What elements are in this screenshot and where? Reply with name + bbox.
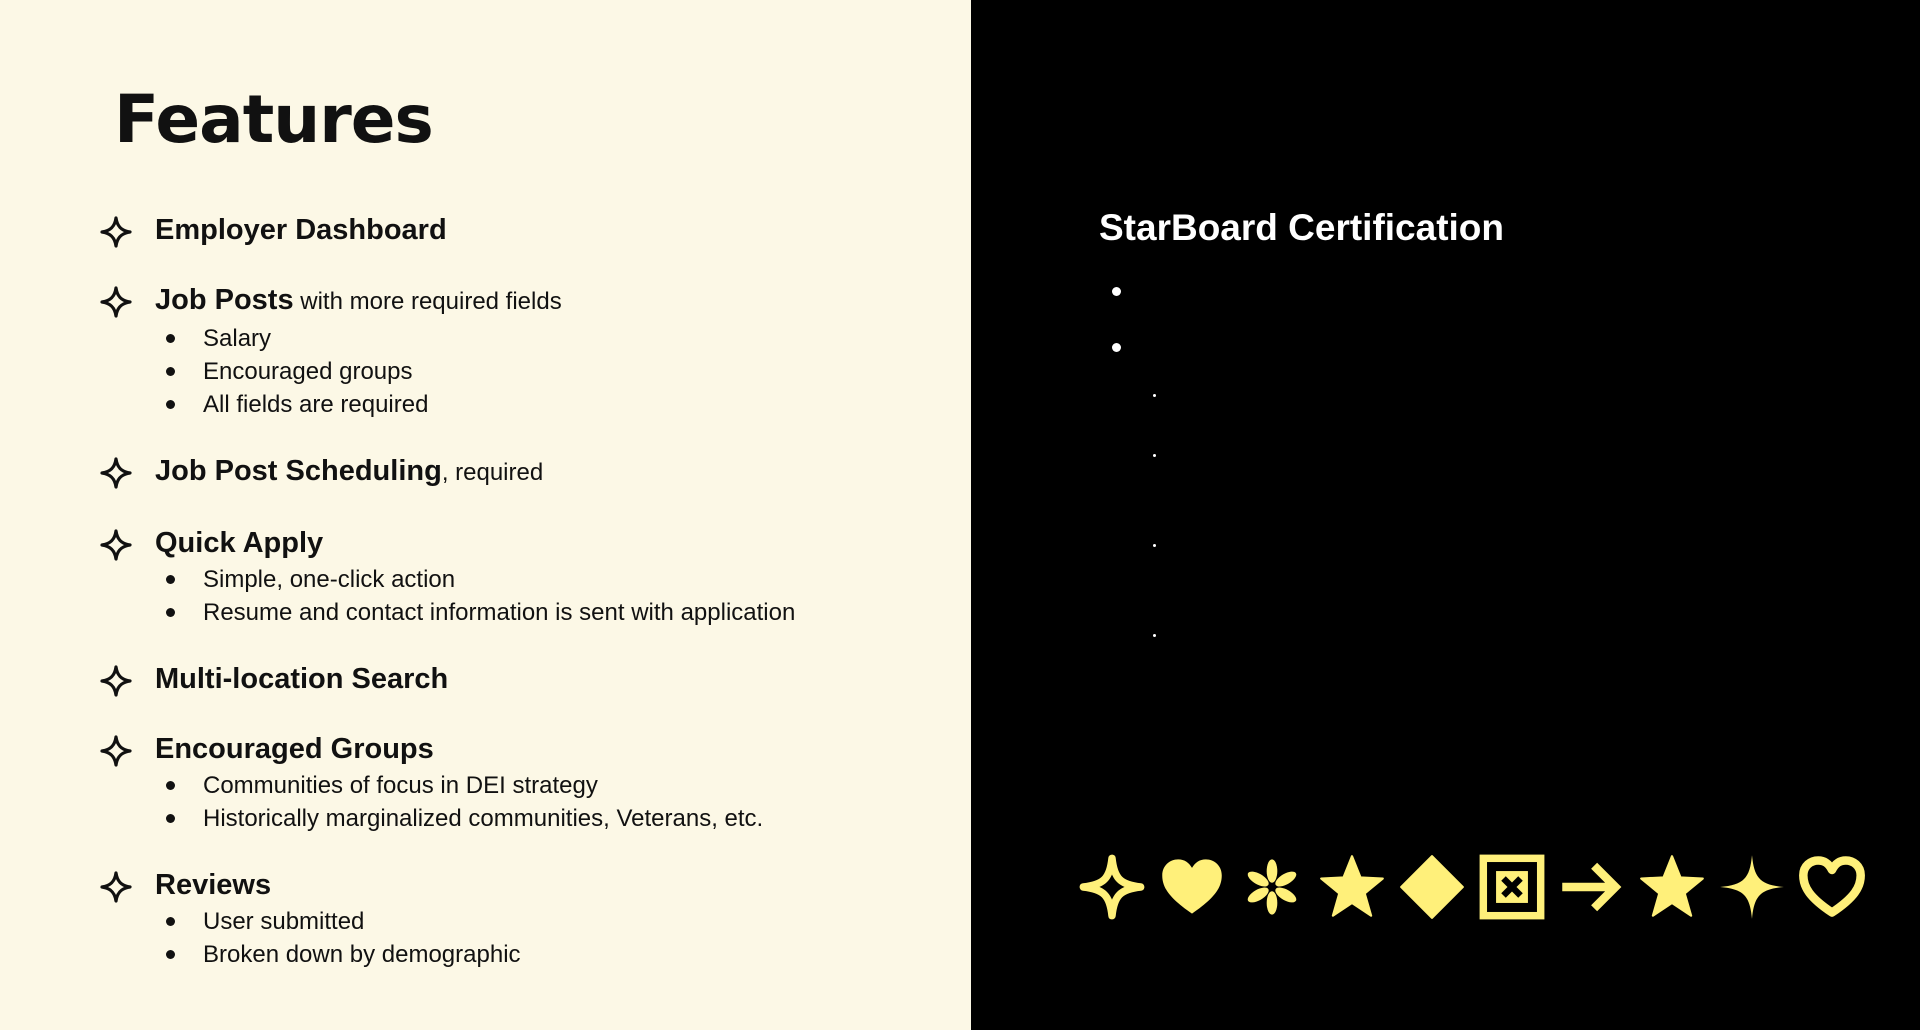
icon-row: [1078, 852, 1866, 922]
feature-item: [100, 523, 960, 629]
feature-subitems: [155, 563, 960, 629]
required-field-item: [1107, 620, 1743, 680]
bullet-icon: [1112, 343, 1121, 352]
star-icon: [1638, 853, 1706, 921]
feature-subitem: [155, 563, 960, 596]
feature-subitems: [155, 905, 960, 971]
required-field-item: [1107, 440, 1743, 500]
feature-heading: [155, 523, 960, 563]
page-title: Features: [114, 81, 433, 158]
feature-heading: [155, 729, 960, 769]
sparkle-icon: [100, 286, 132, 318]
bullet-icon: [166, 781, 175, 790]
small-bullet-icon: [1153, 394, 1156, 397]
small-bullet-icon: [1153, 454, 1156, 457]
bullet-icon: [1112, 287, 1121, 296]
feature-item: [100, 729, 960, 835]
feature-subitem-text: All fields are required: [203, 391, 429, 418]
certification-item-text: Required fields:: [1147, 333, 1314, 360]
sparkle-icon: [1718, 853, 1786, 921]
feature-item: [100, 280, 960, 421]
required-field-item: [1107, 380, 1743, 410]
feature-subitem: [155, 388, 960, 421]
feature-subitem-text: Historically marginalized communities, Veterans, etc.: [203, 805, 764, 832]
required-fields-list: [1147, 380, 1887, 680]
certification-title: StarBoard Certification: [1099, 207, 1505, 248]
asterisk-icon: [1238, 853, 1306, 921]
required-field-text: And information about their company’s psychological safety strategy: [1183, 621, 1743, 678]
sparkle-icon: [100, 529, 132, 561]
required-field-text: A written statement about their DEI strategy: [1183, 381, 1646, 408]
feature-title: Job Post Scheduling: [155, 455, 442, 487]
feature-subitem: [155, 905, 960, 938]
required-field-item: [1107, 530, 1743, 590]
certification-item-text: Enabled after completing all fields in their profile: [1147, 277, 1657, 304]
feature-title: Multi-location Search: [155, 663, 449, 695]
feature-subitem: [155, 769, 960, 802]
feature-subitem: [155, 355, 960, 388]
feature-subitem-text: Resume and contact information is sent with application: [203, 599, 796, 626]
feature-item: [100, 451, 960, 493]
certification-item: [1107, 328, 1887, 680]
bullet-icon: [166, 814, 175, 823]
certification-item: [1107, 272, 1887, 310]
feature-subitem-text: Communities of focus in DEI strategy: [203, 772, 598, 799]
feature-subitems: [155, 769, 960, 835]
bullet-icon: [166, 400, 175, 409]
required-field-text: Information about their Employee Resource Groups (ERGs): [1183, 441, 1732, 498]
feature-item: [100, 865, 960, 971]
star-icon: [1318, 853, 1386, 921]
feature-title: Job Posts: [155, 284, 294, 316]
bullet-icon: [166, 950, 175, 959]
feature-heading: [155, 451, 960, 493]
heart-outline-icon: [1798, 853, 1866, 921]
feature-subitem-text: User submitted: [203, 908, 365, 935]
feature-title: Encouraged Groups: [155, 733, 434, 765]
feature-item: [100, 659, 960, 699]
feature-subitem-text: Broken down by demographic: [203, 941, 521, 968]
required-field-text: A section highlighting employees and their contributions: [1183, 531, 1632, 588]
feature-title: Employer Dashboard: [155, 214, 447, 246]
small-bullet-icon: [1153, 544, 1156, 547]
feature-item: [100, 210, 960, 250]
sparkle-icon: [100, 665, 132, 697]
feature-subitems: [155, 322, 960, 421]
x-box-icon: [1478, 853, 1546, 921]
features-list: [100, 210, 960, 1001]
feature-heading: [155, 210, 960, 250]
sparkle-outline-icon: [1078, 853, 1146, 921]
feature-subitem: [155, 802, 960, 835]
bullet-icon: [166, 575, 175, 584]
feature-subitem-text: Encouraged groups: [203, 358, 413, 385]
feature-subitem: [155, 938, 960, 971]
sparkle-icon: [100, 457, 132, 489]
bullet-icon: [166, 367, 175, 376]
feature-heading: [155, 659, 960, 699]
small-bullet-icon: [1153, 634, 1156, 637]
feature-subitem-text: Simple, one-click action: [203, 566, 456, 593]
feature-subitem: [155, 596, 960, 629]
bullet-icon: [166, 917, 175, 926]
bullet-icon: [166, 334, 175, 343]
sparkle-icon: [100, 871, 132, 903]
feature-subitem-text: Salary: [203, 325, 272, 352]
arrow-right-icon: [1558, 853, 1626, 921]
heart-icon: [1158, 853, 1226, 921]
feature-suffix: , required: [441, 459, 544, 486]
feature-title: Reviews: [155, 869, 272, 901]
feature-heading: [155, 865, 960, 905]
certification-list: [1107, 272, 1887, 710]
feature-title: Quick Apply: [155, 527, 324, 559]
sparkle-icon: [100, 216, 132, 248]
diamond-icon: [1398, 853, 1466, 921]
feature-subitem: [155, 322, 960, 355]
feature-suffix: with more required fields: [293, 288, 562, 315]
bullet-icon: [166, 608, 175, 617]
feature-heading: [155, 280, 960, 322]
sparkle-icon: [100, 735, 132, 767]
